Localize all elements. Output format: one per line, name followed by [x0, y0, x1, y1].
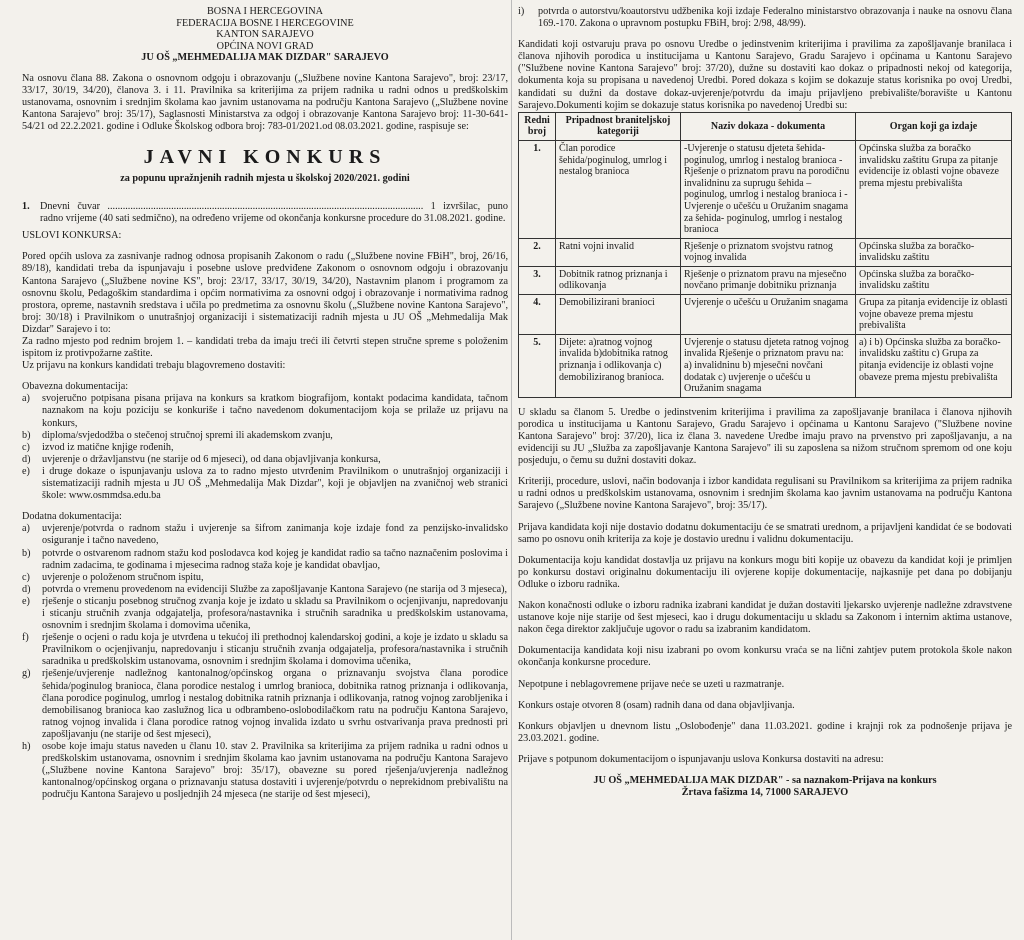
row-category: Dijete: a)ratnog vojnog invalida b)dobitnika ratnog priznanja i odlikovanja c) demobiliziranog branioca.: [556, 334, 681, 397]
list-item: d) uvjerenje o državljanstvu (ne starije od 6 mjeseci), od dana objavljivanja konkursa,: [22, 453, 381, 465]
column-header: Redni broj: [519, 112, 556, 140]
table-row: [519, 238, 1012, 266]
row-number: 2.: [519, 238, 556, 266]
return-paragraph: Dokumentacija kandidata koji nisu izabrani po ovom konkursu vraća se na lični zahtjev putem protokola škole nakon okončanja konkursne procedure.: [518, 645, 1012, 669]
list-item: c) uvjerenje o položenom stručnom ispitu,: [22, 571, 204, 583]
column-header: Pripadnost braniteljskoj kategoriji: [556, 112, 681, 140]
list-item: e) rješenje o sticanju posebnog stručnog zvanja koje je izdato u skladu sa Pravilnikom o ocjenjivanju, napredovanju i sticanju stručnih zvanja odgajatelja, profesora/nastavnika i stručnih saradnika u predškolskim ustanovama, osnovnim i srednjim školama i domovima učenika,: [22, 595, 508, 632]
medical-paragraph: Nakon konačnosti odluke o izboru radnika izabrani kandidat je dužan dostaviti ljekarsko uvjerenje nadležne zdravstvene ustanove koje nije starije od šest mjeseci, kao i drugu dokumentaciju u skladu sa Zakonom i internim aktima ustanove, nakon čega direktor zaključuje ugovor o radu sa izabranim kandidatom.: [518, 600, 1012, 636]
row-document: Uvjerenje o statusu djeteta ratnog vojnog invalida Rješenje o priznatom pravu na: a) invalidninu b) mjesečni novčani dodatak c) uvjerenje o učešću u Oružanim snagama: [681, 334, 856, 397]
position-number: 1.: [22, 201, 30, 213]
row-category: Član porodice šehida/poginulog, umrlog i nestalog branioca: [556, 140, 681, 238]
veterans-paragraph: Kandidati koji ostvaruju prava po osnovu Uredbe o jedinstvenim kriterijima i pravilima za zapošljavanje branilaca i članova njihovih porodica u institucijama u Kantonu Sarajevo, Gradu Sarajevo i općinama u Kantonu Sarajevo ("Službene novine Kantona Sarajevo" broj: 37/20), dužne su dostaviti kao dokaz o pripadnosti nekoj od kategorija, dokumenta koja su propisana u navedenoj Uredbi. Pored dokaza s kojim se dokazuje status korisnika po ovoj Uredbi, kandidati su dužni da dostave dokaz-uvjerenje/potvrdu da imaju prijavljeno prebivalište/boravište u Kantonu Sarajevo.Dokumenti kojim se dokazuje status korisnika po navedenoj Uredbi su:: [518, 39, 1012, 111]
conditions-paragraph-3: Uz prijavu na konkurs kandidati trebaju blagovremeno dostaviti:: [22, 360, 286, 372]
list-item: a) svojeručno potpisana pisana prijava na konkurs sa kratkom biografijom, kontakt podacima kandidata, tačnom naznakom na koju poziciju se konkuriše i tačno navedenom dokumentacijom koja se prilaže uz prijavu na konkurs,: [22, 393, 508, 429]
header-municipality: OPĆINA NOVI GRAD: [216, 40, 314, 52]
row-issuer: a) i b) Općinska služba za boračko-invalidsku zaštitu c) Grupa za pitanja evidencije iz oblasti vojne obaveze prema mjestu prebivališta: [856, 334, 1012, 397]
right-column: [518, 6, 1012, 799]
institution-header: [22, 6, 508, 64]
list-item: c) izvod iz matične knjige rođenih,: [22, 441, 174, 453]
conditions-heading: USLOVI KONKURSA:: [22, 230, 122, 242]
veterans-table: [518, 112, 1012, 398]
row-number: 3.: [519, 266, 556, 294]
row-category: Dobitnik ratnog priznanja i odlikovanja: [556, 266, 681, 294]
row-document: Uvjerenje o učešću u Oružanim snagama: [681, 295, 856, 335]
conditions-paragraph: Pored općih uslova za zasnivanje radnog odnosa propisanih Zakonom o radu („Službene novine FBiH", broj, 26/16, 89/18), kandidati treba da ispunjavaju i posebne uslove predviđene Zakonom o osnovnom odgoju i obrazovanju Kantona Sarajevo („Službene novine KS", broj: 23/17, 33/17, 30/19, 34/20), Nastavnim planom i programom za osnovnu školu, Pedagoškim standardima i općim normativima za osnovni odgoj i obrazovanje i normativima radnog prostora, opreme, nastavnih sredstava i učila po predmetima za osnovnu školu („Službene novine Kantona Sarajevo", broj: 30/18) i Pravilnikom o unutrašnjoj organizaciji i sistematizaciji radnih mjesta u JU OŠ „Mehmedalija Mak Dizdar" Sarajevo i to:: [22, 251, 508, 335]
table-header-row: [519, 112, 1012, 140]
row-issuer: Općinska služba za boračko-invalidsku zaštitu: [856, 238, 1012, 266]
header-federation: FEDERACIJA BOSNE I HERCEGOVINE: [176, 17, 354, 29]
notice-subtitle: za popunu upražnjenih radnih mjesta u školskoj 2020/2021. godini: [120, 172, 410, 184]
row-issuer: Grupa za pitanja evidencije iz oblasti vojne obaveze prema mjestu prebivališta: [856, 295, 1012, 335]
intro-paragraph: Na osnovu člana 88. Zakona o osnovnom odgoju i obrazovanju („Službene novine Kantona Sarajevo", broj: 23/17, 33/17, 30/19, 34/20), članova 3. i 11. Pravilnika sa kriterijima za prijem radnika u radni odnos u predškolskim ustanovama, osnovnim i srednjim školama kao javnim ustanovama na području Kantona Sarajevo („Službene novine Kantona Sarajevo" broj: 35/17), Saglasnosti Ministarstva za odgoj i obrazovanje Kantona Sarajevo broj: 11-30-641-54/21 od 22.2.2021. godine i Odluke Školskog odbora broj: 783-01/2021.od 08.03.2021. godine, raspisuje se:: [22, 72, 508, 132]
column-header: Organ koji ga izdaje: [856, 112, 1012, 140]
untimely-paragraph: Nepotpune i neblagovremene prijave neće se uzeti u razmatranje.: [518, 678, 785, 690]
row-issuer: Općinska služba za boračko invalidsku zaštitu Grupa za pitanje evidencije iz oblasti vojne obaveze prema mjestu prebivališta: [856, 140, 1012, 238]
position-item: [22, 201, 508, 225]
header-canton: KANTON SARAJEVO: [216, 29, 314, 40]
row-document: Rješenje o priznatom svojstvu ratnog vojnog invalida: [681, 238, 856, 266]
row-number: 1.: [519, 140, 556, 238]
row-issuer: Općinska služba za boračko-invalidsku zaštitu: [856, 266, 1012, 294]
row-number: 4.: [519, 295, 556, 335]
criteria-paragraph: Kriteriji, procedure, uslovi, način bodovanja i izbor kandidata regulisani su Pravilnikom sa kriterijima za prijem radnika u radni odnos u predškolskim ustanovama, osnovnim i srednjim školama kao javnim ustanovama na području Kantona Sarajevo („Službene novine Kantona Sarajevo", broj: 35/17).: [518, 476, 1012, 512]
table-row: [519, 295, 1012, 335]
list-item: h) osobe koje imaju status naveden u članu 10. stav 2. Pravilnika sa kriterijima za prijem radnika u radni odnos u predškolskim ustanovama, osnovnim i srednjim školama kao javnim ustanovama na području Kantona Sarajevo („Službene novine Kantona Sarajevo" broj: 35/17), obavezne su pored rješenja/uvjerenja nadležnog kantonalnog/općinskog organa o priznavanju statusa dostaviti i uvjerenje/potvrdu o neprekidnom prebivalištu na području Kantona Sarajevo u posljednjih 24 mjeseca (ne starije od šest mjeseci),: [22, 741, 508, 801]
header-country: BOSNA I HERCEGOVINA: [206, 6, 324, 17]
mandatory-list: [22, 393, 508, 502]
send-paragraph: Prijave s potpunom dokumentacijom o ispunjavanju uslova Konkursa dostaviti na adresu:: [518, 753, 884, 765]
list-item: g) rješenje/uvjerenje nadležnog kantonalnog/općinskog organa o priznavanju svojstva člana porodice šehida/poginulog branioca, člana porodice nestalog i umrlog branioca, dobitnika ratnog priznanja i odlikovanja, člana porodice poginulog, umrlog i nestalog dobitnika ratnih priznanja i odlikovanja, ratnog vojnog zarobljenika i demobilisanog branioca kao zaslužnog lica u odbrambeno-oslobodilačkom ratu na području Kantona Sarajevo, ratnog vojnog invalida i člana porodice ratnog vojnog invalida izdato u svrhu ostvarivanja prava prednosti pri zapošljavanju (ne starije od šest mjeseci),: [22, 668, 508, 740]
position-text: Dnevni čuvar ............................................................................................................................ 1 izvršilac, puno radno vrijeme (40 sati sedmično), na određeno vrijeme od okončanja konkursne procedure do 31.08.2021. godine.: [40, 201, 508, 225]
published-paragraph: Konkurs objavljen u dnevnom listu „Oslobođenje" dana 11.03.2021. godine i krajnji rok za podnošenje prijava je 23.03.2021. godine.: [518, 720, 1012, 744]
table-row: [519, 266, 1012, 294]
row-category: Ratni vojni invalid: [556, 238, 681, 266]
additional-list: [22, 523, 508, 801]
list-item: b) diploma/svjedodžba o stečenoj stručnoj spremi ili akademskom zvanju,: [22, 429, 333, 441]
header-school: JU OŠ „MEHMEDALIJA MAK DIZDAR" SARAJEVO: [141, 52, 389, 63]
left-column: [22, 6, 508, 801]
row-number: 5.: [519, 334, 556, 397]
address-line-1: JU OŠ „MEHMEDALIJA MAK DIZDAR" - sa naznakom-Prijava na konkurs: [593, 774, 937, 786]
list-item: a) uvjerenje/potvrda o radnom stažu i uvjerenje sa šifrom zanimanja koje izdaje fond za penzijsko-invalidsko osiguranje i tačno navedeno,: [22, 523, 508, 547]
row-category: Demobilizirani branioci: [556, 295, 681, 335]
notice-title: JAVNI KONKURS: [143, 145, 387, 168]
column-header: Naziv dokaza - dokumenta: [681, 112, 856, 140]
list-item: i) potvrda o autorstvu/koautorstvu udžbenika koji izdaje Federalno ministarstvo obrazovanja i nauke na osnovu člana 169.-170. Zakona o upravnom postupku FBiH, broj: 2/98, 48/99).: [518, 6, 1012, 30]
list-item: e) i druge dokaze o ispunjavanju uslova za to radno mjesto utvrđenim Pravilnikom o unutrašnjoj organizaciji i sistematizaciji radnih mjesta u JU OŠ „Mehmedalija Mak Dizdar", koji je objavljen na zvaničnoj web stranici škole: www.osmmdsa.edu.ba: [22, 465, 508, 502]
list-item: b) potvrde o ostvarenom radnom stažu kod poslodavca kod kojeg je kandidat radio sa tačno naznačenim poslovima i radnim zadacima, te godinama i mjesecima radnog staža koje je kandidat obavljao,: [22, 547, 508, 571]
table-row: [519, 334, 1012, 397]
conditions-paragraph-2: Za radno mjesto pod rednim brojem 1. – kandidati treba da imaju treći ili četvrti stepen stručne spreme s položenim ispitom iz protivpožarne zaštite.: [22, 336, 508, 360]
table-row: [519, 140, 1012, 238]
copies-paragraph: Dokumentacija koju kandidat dostavlja uz prijavu na konkurs mogu biti kopije uz obavezu da kandidat koji je primljen po konkursu dostavi originalnu dokumentaciju ili ovjerene kopije dokumentacije, najkasnije pet dana po dobijanju Odluke o izboru radnika.: [518, 554, 1012, 590]
list-item: d) potvrda o vremenu provedenom na evidenciji Službe za zapošljavanje Kantona Sarajevo (ne starija od 3 mjeseca),: [22, 583, 508, 595]
incomplete-paragraph: Prijava kandidata koji nije dostavio dodatnu dokumentaciju će se smatrati urednom, a prijavljeni kandidat će se bodovati samo po osnovu onih kriterija za koje je dostavio urednu i validnu dokumentaciju.: [518, 521, 1012, 545]
article5-paragraph: U skladu sa članom 5. Uredbe o jedinstvenim kriterijima i pravilima za zapošljavanje branilaca i članova njihovih porodica u institucijama u Kantonu Sarajevo, Gradu Sarajevo i općinama u Kantonu Sarajevo ("Službene novine Kantona Sarajevo" broj: 37/20), lica iz člana 3. navedene Uredbe imaju pravo na prvenstvo pri zapošljavanju, a na evidenciji su JU „Služba za zapošljavanje Kantona Sarajevo" ili su zaposlena sa nižom stručnom spremom od one koju posjeduju, o čemu su dužni dostaviti dokaz.: [518, 406, 1012, 467]
list-item: f) rješenje o ocjeni o radu koja je utvrđena u tekućoj ili prethodnoj kalendarskoj godini, a koje je izdato u skladu sa Pravilnikom o ocjenjivanju, napredovanju i sticanju stručnih zvanja odgajatelja, profesora/nastavnika i stručnih saradnika u predškolskim ustanovama, osnovnim i srednjim školama i domovima učenika,: [22, 632, 508, 668]
open-paragraph: Konkurs ostaje otvoren 8 (osam) radnih dana od dana objavljivanja.: [518, 699, 795, 711]
row-document: -Uvjerenje o statusu djeteta šehida-poginulog, umrlog i nestalog branioca -Rješenje o priznatom pravu na porodičnu invalidninu za suprugu šehida – poginulog, umrlog i nestalog branioca i -Uvjerenje o učešću u Oružanim snagama za šehida- poginulog, umrlog i nestalog branioca: [681, 140, 856, 238]
mandatory-heading: Obavezna dokumentacija:: [22, 381, 129, 393]
additional-heading: Dodatna dokumentacija:: [22, 511, 122, 523]
address-line-2: Žrtava fašizma 14, 71000 SARAJEVO: [681, 787, 849, 799]
row-document: Rješenje o priznatom pravu na mjesečno novčano primanje dobitniku priznanja: [681, 266, 856, 294]
column-divider: [511, 0, 512, 940]
